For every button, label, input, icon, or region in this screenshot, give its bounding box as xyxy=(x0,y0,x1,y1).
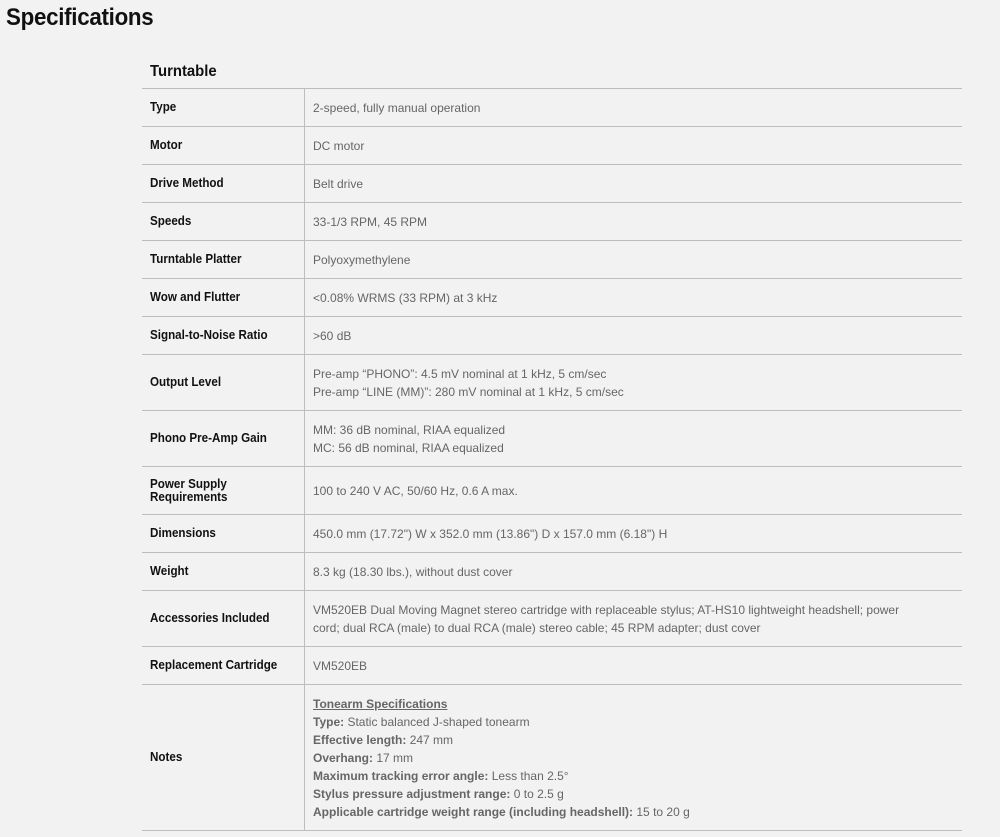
spec-value: Polyoxymethylene xyxy=(313,252,411,267)
notes-value: 17 mm xyxy=(373,750,414,765)
spec-label-cell xyxy=(142,591,305,646)
spec-value-cell xyxy=(305,411,962,466)
spec-label: Replacement Cartridge xyxy=(150,658,278,672)
spec-label: Weight xyxy=(150,564,189,578)
spec-label-cell xyxy=(142,467,305,514)
spec-label: Notes xyxy=(150,750,183,764)
notes-key: Stylus pressure adjustment range: xyxy=(313,786,511,801)
spec-value-cell xyxy=(305,467,962,514)
spec-row-wow-flutter xyxy=(142,279,962,317)
spec-label-cell xyxy=(142,165,305,202)
spec-row-notes xyxy=(142,685,962,831)
spec-row-accessories xyxy=(142,591,962,647)
spec-label-cell xyxy=(142,89,305,126)
spec-row-replacement-cartridge xyxy=(142,647,962,685)
spec-row-drive-method xyxy=(142,165,962,203)
spec-row-dimensions xyxy=(142,515,962,553)
notes-key: Overhang: xyxy=(313,750,374,765)
spec-value-line: MM: 36 dB nominal, RIAA equalized xyxy=(313,422,506,437)
spec-value-line: Pre-amp “PHONO”: 4.5 mV nominal at 1 kHz, 5 cm/sec xyxy=(313,366,607,381)
notes-key: Effective length: xyxy=(313,732,407,747)
spec-value: 8.3 kg (18.30 lbs.), without dust cover xyxy=(313,564,513,579)
notes-item xyxy=(313,785,942,803)
spec-value-cell xyxy=(305,203,962,240)
notes-heading: Tonearm Specifications xyxy=(313,696,448,711)
spec-value-cell xyxy=(305,553,962,590)
spec-value-cell xyxy=(305,241,962,278)
spec-value-cell xyxy=(305,317,962,354)
notes-value: Less than 2.5° xyxy=(488,768,569,783)
spec-row-phono-gain xyxy=(142,411,962,467)
spec-label-cell xyxy=(142,685,305,830)
spec-value-line: VM520EB Dual Moving Magnet stereo cartridge with replaceable stylus; AT-HS10 lightweight headshell; power xyxy=(313,602,900,617)
section-title xyxy=(142,58,962,89)
spec-label: Phono Pre-Amp Gain xyxy=(150,431,267,445)
spec-value-cell xyxy=(305,279,962,316)
spec-value: DC motor xyxy=(313,138,365,153)
spec-value: <0.08% WRMS (33 RPM) at 3 kHz xyxy=(313,290,498,305)
notes-key: Type: xyxy=(313,714,345,729)
spec-label-cell xyxy=(142,127,305,164)
section-title-text: Turntable xyxy=(150,63,217,80)
spec-label: Dimensions xyxy=(150,526,216,540)
spec-value-line: cord; dual RCA (male) to dual RCA (male) stereo cable; 45 RPM adapter; dust cover xyxy=(313,620,761,635)
spec-value-cell xyxy=(305,591,962,646)
notes-item xyxy=(313,749,942,767)
spec-label: Turntable Platter xyxy=(150,252,242,266)
spec-label-cell xyxy=(142,515,305,552)
spec-value: VM520EB xyxy=(313,658,368,673)
spec-label-cell xyxy=(142,647,305,684)
spec-row-motor xyxy=(142,127,962,165)
spec-label: Accessories Included xyxy=(150,611,270,625)
notes-item xyxy=(313,731,942,749)
spec-value: >60 dB xyxy=(313,328,352,343)
spec-row-power-supply xyxy=(142,467,962,515)
spec-row-snr xyxy=(142,317,962,355)
spec-value-line: Pre-amp “LINE (MM)”: 280 mV nominal at 1 kHz, 5 cm/sec xyxy=(313,384,624,399)
spec-value-cell xyxy=(305,127,962,164)
spec-value: 100 to 240 V AC, 50/60 Hz, 0.6 A max. xyxy=(313,483,518,498)
spec-value: 450.0 mm (17.72") W x 352.0 mm (13.86") D x 157.0 mm (6.18") H xyxy=(313,526,668,541)
spec-row-type xyxy=(142,89,962,127)
spec-label-cell xyxy=(142,355,305,410)
notes-key: Applicable cartridge weight range (including headshell): xyxy=(313,804,634,819)
spec-value-cell xyxy=(305,685,962,830)
notes-value: 15 to 20 g xyxy=(633,804,690,819)
spec-value-cell xyxy=(305,515,962,552)
spec-label-cell xyxy=(142,241,305,278)
spec-label: Type xyxy=(150,100,177,114)
spec-row-platter xyxy=(142,241,962,279)
spec-value: 2-speed, fully manual operation xyxy=(313,100,481,115)
spec-label: Power Supply Requirements xyxy=(150,476,228,504)
spec-row-speeds xyxy=(142,203,962,241)
notes-value: 0 to 2.5 g xyxy=(510,786,564,801)
spec-label-cell xyxy=(142,411,305,466)
spec-value-cell xyxy=(305,165,962,202)
spec-value-cell xyxy=(305,89,962,126)
spec-label-cell xyxy=(142,203,305,240)
notes-key: Maximum tracking error angle: xyxy=(313,768,489,783)
spec-label-cell xyxy=(142,317,305,354)
notes-item xyxy=(313,767,942,785)
spec-row-output-level xyxy=(142,355,962,411)
notes-item xyxy=(313,713,942,731)
notes-value: 247 mm xyxy=(406,732,454,747)
notes-value: Static balanced J-shaped tonearm xyxy=(344,714,530,729)
spec-value-cell xyxy=(305,647,962,684)
notes-item xyxy=(313,803,942,821)
spec-label: Drive Method xyxy=(150,176,224,190)
page-title: Specifications xyxy=(6,4,154,31)
spec-value-line: MC: 56 dB nominal, RIAA equalized xyxy=(313,440,504,455)
turntable-spec-table xyxy=(142,58,962,831)
spec-label: Signal-to-Noise Ratio xyxy=(150,328,268,342)
spec-value: 33-1/3 RPM, 45 RPM xyxy=(313,214,428,229)
spec-label-cell xyxy=(142,279,305,316)
spec-label: Output Level xyxy=(150,375,222,389)
spec-label: Wow and Flutter xyxy=(150,290,241,304)
spec-label: Speeds xyxy=(150,214,192,228)
spec-label: Motor xyxy=(150,138,183,152)
spec-label-cell xyxy=(142,553,305,590)
spec-row-weight xyxy=(142,553,962,591)
spec-value: Belt drive xyxy=(313,176,364,191)
spec-value-cell xyxy=(305,355,962,410)
